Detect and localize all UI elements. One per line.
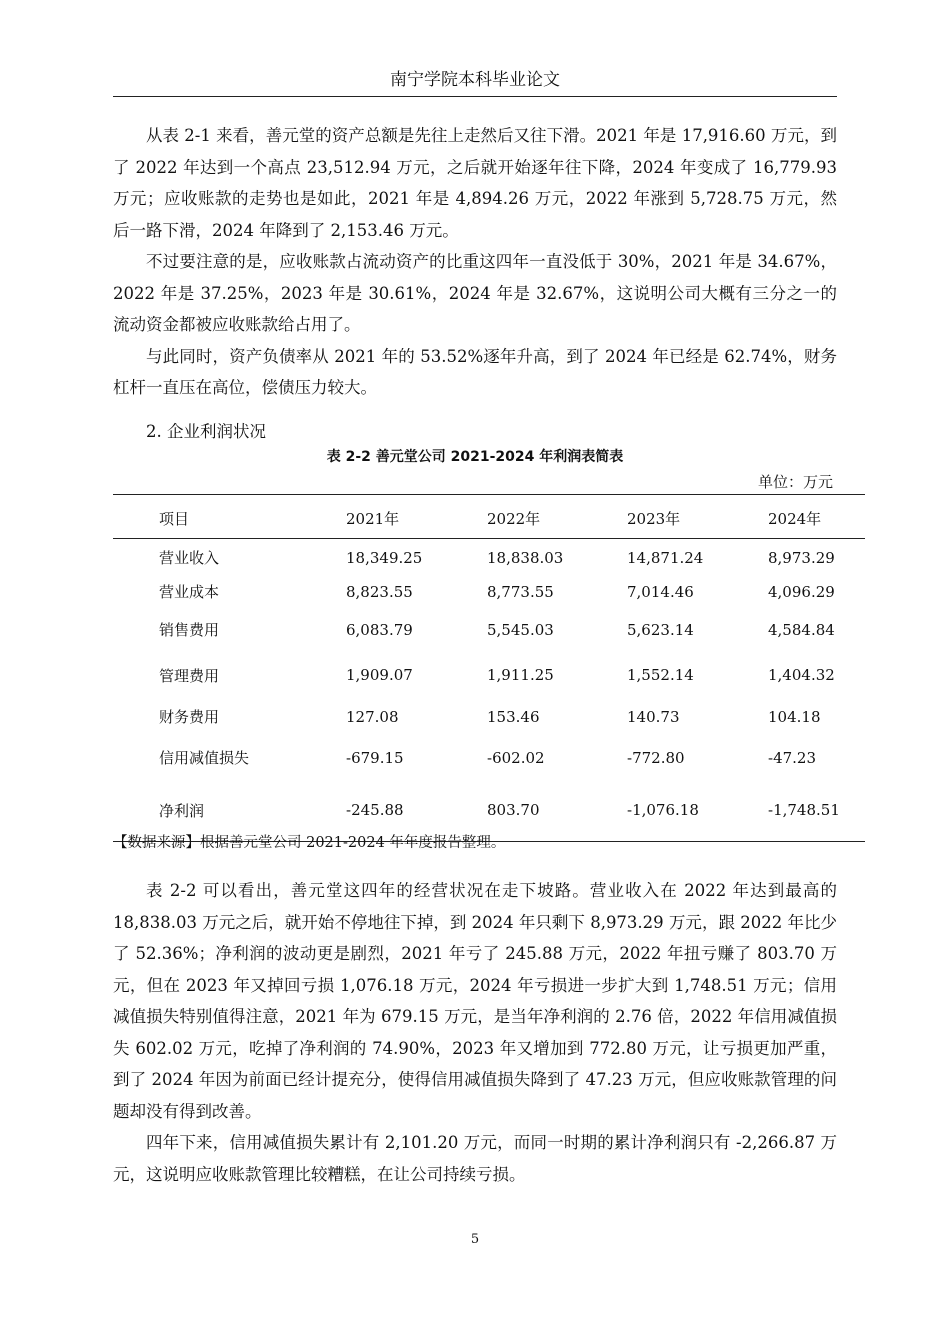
table-cell: 8,973.29 [768,548,835,567]
body-paragraphs-bottom [113,875,837,1190]
paragraph: 表 2-2 可以看出，善元堂这四年的经营状况在走下坡路。营业收入在 2022 年达到最高的 18,838.03 万元之后，就开始不停地往下掉，到 2024 年只剩下 8,973.29 万元，跟 2022 年比少了 52.36%；净利润的波动更是剧烈，2021 年亏了 245.88 万元，2022 年扭亏赚了 803.70 万元，但在 2023 年又掉回亏损 1,076.18 万元，2024 年亏损进一步扩大到 1,748.51 万元；信用减值损失特别值得注意，2021 年为 679.15 万元，是当年净利润的 2.76 倍，2022 年信用减值损失 602.02 万元，吃掉了净利润的 74.90%，2023 年又增加到 772.80 万元，让亏损更加严重，到了 2024 年因为前面已经计提充分，使得信用减值损失降到了 47.23 万元，但应收账款管理的问题却没有得到改善。 [113,881,837,1121]
profit-table [113,494,865,842]
table-cell: 5,623.14 [627,620,694,639]
table-caption: 表 2-2 善元堂公司 2021-2024 年利润表简表 [326,449,624,465]
table-row [113,607,865,653]
table-cell: -679.15 [346,748,404,767]
column-header: 2024年 [768,495,865,539]
table-row [113,698,865,736]
table-cell: -1,748.51 [768,780,865,842]
table-cell: 8,823.55 [346,582,413,601]
table-header-row [113,495,865,539]
section-heading: 2. 企业利润状况 [146,422,266,441]
table-cell: 153.46 [487,707,540,726]
row-label: 信用减值损失 [159,749,250,767]
table-cell: 140.73 [627,707,680,726]
column-header: 2022年 [487,495,627,539]
row-label: 财务费用 [159,708,220,726]
table-unit: 单位：万元 [757,473,833,491]
table-row [113,653,865,698]
row-label: 营业收入 [159,549,220,568]
table-cell: 18,349.25 [346,548,423,567]
paragraph: 四年下来，信用减值损失累计有 2,101.20 万元，而同一时期的累计净利润只有 -2,266.87 万元，这说明应收账款管理比较糟糕，在让公司持续亏损。 [113,1133,837,1184]
table-cell: 1,909.07 [346,666,413,684]
table-cell: 8,773.55 [487,582,554,601]
table-cell: 4,096.29 [768,582,835,601]
header-title: 南宁学院本科毕业论文 [390,70,560,90]
column-header: 2021年 [346,495,487,539]
table-cell: -47.23 [768,748,817,767]
page-number: 5 [470,1232,480,1247]
paragraph: 与此同时，资产负债率从 2021 年的 53.52%逐年升高，到了 2024 年已经是 62.74%，财务杠杆一直压在高位，偿债压力较大。 [113,346,837,397]
column-header: 项目 [113,495,346,539]
table-cell: 1,911.25 [487,666,554,684]
page-header [113,68,837,97]
table-cell: 14,871.24 [627,548,704,567]
row-label: 净利润 [113,780,346,842]
table-cell: -602.02 [487,748,545,767]
table-cell: 1,404.32 [768,666,835,684]
table-cell: 104.18 [768,707,821,726]
table-cell: 4,584.84 [768,620,835,639]
table-cell: -772.80 [627,748,685,767]
paragraph: 从表 2-1 来看，善元堂的资产总额是先往上走然后又往下滑。2021 年是 17,916.60 万元，到了 2022 年达到一个高点 23,512.94 万元，之后就开始逐年往下降，2024 年变成了 16,779.93 万元；应收账款的走势也是如此，2021 年是 4,894.26 万元，2022 年涨到 5,728.75 万元，然后一路下滑，2024 年降到了 2,153.46 万元。 [113,126,837,240]
table-cell: 1,552.14 [627,666,694,684]
row-label: 销售费用 [159,621,220,639]
table-row [113,736,865,780]
table-cell: 127.08 [346,707,399,726]
table-cell: 5,545.03 [487,620,554,639]
table-cell: 6,083.79 [346,620,413,639]
body-paragraphs-top [113,120,837,404]
column-header: 2023年 [627,495,768,539]
table-cell: -1,076.18 [627,780,768,842]
table-source-note: 【数据来源】根据善元堂公司 2021-2024 年年度报告整理。 [113,835,506,851]
table-cell: -245.88 [346,780,487,842]
table-row [113,577,865,607]
row-label: 管理费用 [159,666,220,685]
table-row [113,539,865,577]
table-cell: 7,014.46 [627,582,694,601]
table-cell: 803.70 [487,780,627,842]
table-cell: 18,838.03 [487,548,564,567]
paragraph: 不过要注意的是，应收账款占流动资产的比重这四年一直没低于 30%，2021 年是 34.67%，2022 年是 37.25%，2023 年是 30.61%，2024 年是 32.67%，这说明公司大概有三分之一的流动资金都被应收账款给占用了。 [113,252,837,334]
row-label: 营业成本 [159,583,220,601]
